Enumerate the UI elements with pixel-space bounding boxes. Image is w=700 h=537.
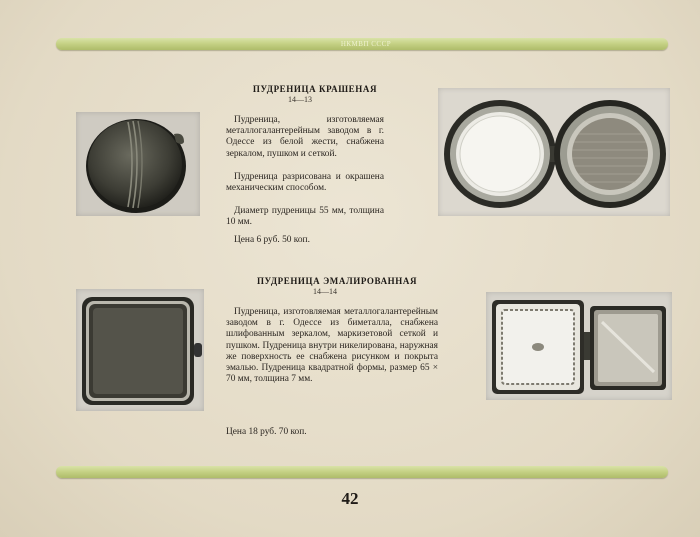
product-1-photo-open	[438, 88, 670, 216]
product-1-title: ПУДРЕНИЦА КРАШЕНАЯ	[252, 84, 378, 94]
product-1-description-2: Пудреница разрисована и окрашена механическим способом.	[226, 172, 384, 194]
product-1-price: Цена 6 руб. 50 коп.	[234, 235, 310, 245]
product-2-description: Пудреница, изготовляемая металлогалантерейным заводом в г. Одессе из биметалла, снабжена шлифованным зеркалом, маркизетовой сеткой и пушком. Пудреница внутри никелирована, наружная же поверхность ее снабжена рисунком и покрыта эмалью. Пудреница квадратной формы, размер 65 × 70 мм, толщина 7 мм.	[226, 307, 438, 385]
product-1-description-3: Диаметр пудреницы 55 мм, толщина 10 мм.	[226, 206, 384, 228]
product-1-photo-closed	[76, 112, 200, 216]
product-2-price: Цена 18 руб. 70 коп.	[226, 427, 307, 437]
product-2-photo-open	[486, 292, 672, 400]
top-decorative-banner	[56, 38, 668, 50]
product-2-photo-closed	[76, 289, 204, 411]
bottom-decorative-banner	[56, 466, 668, 478]
product-2-code: 14—14	[313, 287, 337, 296]
product-2-title: ПУДРЕНИЦА ЭМАЛИРОВАННАЯ	[256, 276, 418, 286]
banner-label: НКМВП СССР	[340, 40, 392, 48]
page-number: 42	[341, 489, 359, 508]
product-1-code: 14—13	[288, 95, 312, 104]
product-1-description-1: Пудреница, изготовляемая металлогалантерейным заводом в г. Одессе из белой жести, снабжена зеркалом, пушком и сеткой.	[226, 115, 384, 159]
